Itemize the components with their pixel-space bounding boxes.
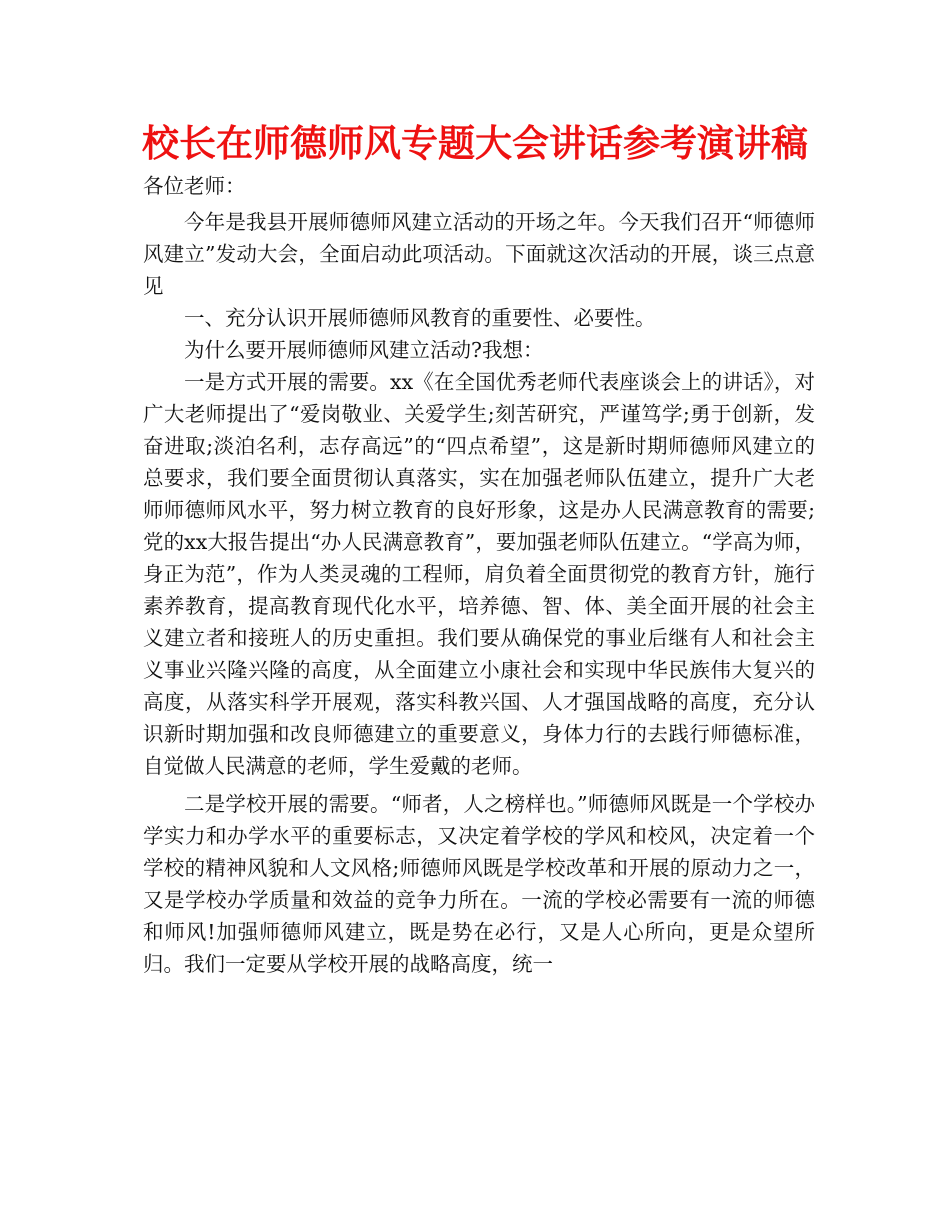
- document-body: [143, 170, 815, 980]
- paragraph-point-2: 二是学校开展的需要。“师者，人之榜样也。”师德师风既是一个学校办学实力和办学水平的重要标志，又决定着学校的学风和校风，决定着一个学校的精神风貌和人文风格;师德师风既是学校改革和开展的原动力之一，又是学校办学质量和效益的竞争力所在。一流的学校必需要有一流的师德和师风!加强师德师风建立，既是势在必行，又是人心所向，更是众望所归。我们一定要从学校开展的战略高度，统一: [143, 792, 815, 976]
- section-heading-1: 一、充分认识开展师德师风教育的重要性、必要性。: [184, 306, 656, 330]
- paragraph-point-1: 一是方式开展的需要。xx《在全国优秀老师代表座谈会上的讲话》，对广大老师提出了“爱岗敬业、关爱学生;刻苦研究，严谨笃学;勇于创新，发奋进取;淡泊名利，志存高远”的“四点希望”，这是新时期师德师风建立的总要求，我们要全面贯彻认真落实，实在加强老师队伍建立，提升广大老师师德师风水平，努力树立教育的良好形象，这是办人民满意教育的需要;党的xx大报告提出“办人民满意教育”，要加强老师队伍建立。“学高为师，身正为范”，作为人类灵魂的工程师，肩负着全面贯彻党的教育方针，施行素养教育，提高教育现代化水平，培养德、智、体、美全面开展的社会主义建立者和接班人的历史重担。我们要从确保党的事业后继有人和社会主义事业兴隆兴隆的高度，从全面建立小康社会和实现中华民族伟大复兴的高度，从落实科学开展观，落实科教兴国、人才强国战略的高度，充分认识新时期加强和改良师德建立的重要意义，身体力行的去践行师德标准，自觉做人民满意的老师，学生爱戴的老师。: [143, 370, 815, 778]
- salutation: 各位老师：: [143, 174, 246, 198]
- document-title: 校长在师德师风专题大会讲话参考演讲稿: [142, 122, 808, 165]
- paragraph-intro: 今年是我县开展师德师风建立活动的开场之年。今天我们召开“师德师风建立”发动大会，全面启动此项活动。下面就这次活动的开展，谈三点意见: [143, 210, 815, 298]
- paragraph-question: 为什么要开展师德师风建立活动?我想：: [184, 338, 544, 362]
